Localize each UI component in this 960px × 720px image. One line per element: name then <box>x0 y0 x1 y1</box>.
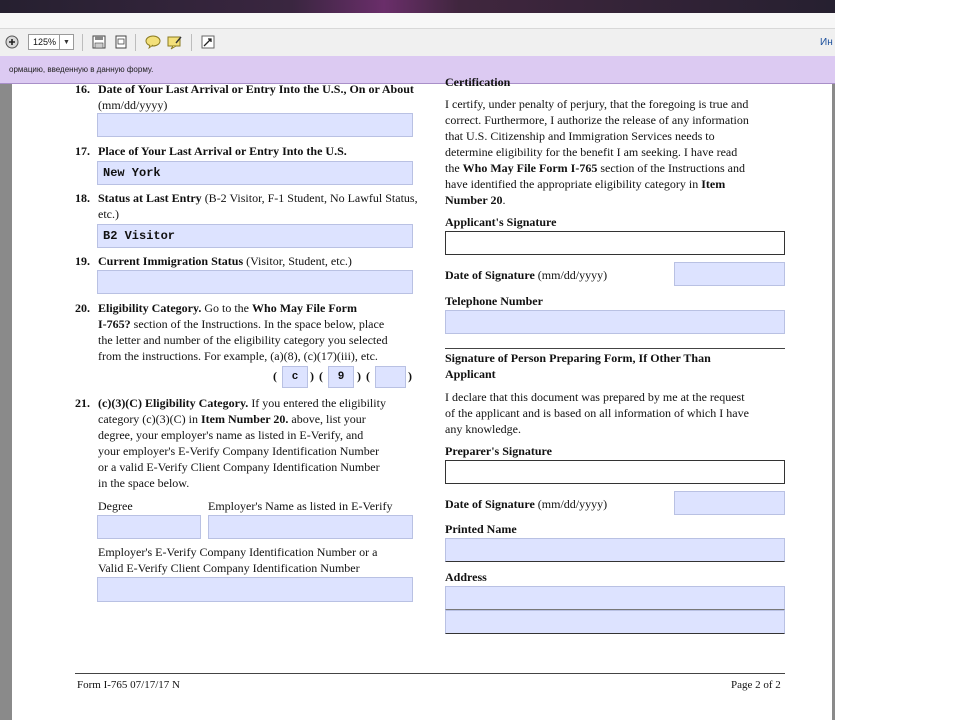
q21-line2-b: above, list your <box>288 412 366 426</box>
applicant-date-label <box>445 267 607 283</box>
eligibility-category-sub-field[interactable] <box>375 366 406 388</box>
address-label: Address <box>445 570 487 584</box>
item-number: 16. <box>75 82 90 96</box>
everify-label-line2: Valid E-Verify Client Company Identification Number <box>98 561 360 575</box>
q20-rest: Go to the <box>201 301 253 315</box>
chevron-down-icon: ▼ <box>59 35 73 49</box>
cert-line4: determine eligibility for the benefit I am seeking. I have read <box>445 145 738 159</box>
q21-line1 <box>98 395 386 411</box>
everify-id-field[interactable] <box>97 577 413 602</box>
item-number: 17. <box>75 144 90 158</box>
item-number: 19. <box>75 254 90 268</box>
form-footer-left: Form I-765 07/17/17 N <box>77 679 180 691</box>
q17-label-bold: Place of Your Last Arrival or Entry Into the U.S. <box>98 144 347 158</box>
q21-rest: If you entered the eligibility <box>248 396 386 410</box>
comment-button[interactable] <box>144 33 162 51</box>
cert-line5-b: section of the Instructions and <box>597 161 745 175</box>
toolbar-top-strip <box>0 13 835 28</box>
highlight-comment-icon <box>167 35 183 49</box>
q21-line6: in the space below. <box>98 476 190 490</box>
printed-name-label: Printed Name <box>445 522 517 536</box>
zoom-in-icon <box>5 35 19 49</box>
status-at-entry-field[interactable]: B2 Visitor <box>97 224 413 248</box>
preparer-signature-field[interactable] <box>445 460 785 484</box>
place-of-arrival-field[interactable]: New York <box>97 161 413 185</box>
q16-label-rest: (mm/dd/yyyy) <box>98 98 168 112</box>
q18-label-rest: (B-2 Visitor, F-1 Student, No Lawful Status, etc.) <box>98 191 418 221</box>
q20-line4: from the instructions. For example, (a)(8), (c)(17)(iii), etc. <box>98 349 378 363</box>
printed-name-field[interactable] <box>445 538 785 562</box>
cert-line5-bold: Who May File Form I-765 <box>462 161 598 175</box>
applicant-signature-date-field[interactable] <box>674 262 785 286</box>
q21-bold: (c)(3)(C) Eligibility Category. <box>98 396 249 410</box>
last-arrival-date-field[interactable] <box>97 113 413 137</box>
q20-line2-bold: I-765? <box>98 317 131 331</box>
item-number: 20. <box>75 301 90 315</box>
paren-open: ( <box>366 369 370 383</box>
q20-bold2: Who May File Form <box>252 301 357 315</box>
current-immigration-status-field[interactable] <box>97 270 413 294</box>
paren-open: ( <box>319 369 323 383</box>
q21-line3: degree, your employer's name as listed in E-Verify, and <box>98 428 364 442</box>
cert-line7 <box>445 192 505 208</box>
q20-line2-rest: section of the Instructions. In the space below, place <box>130 317 385 331</box>
info-bar-text: ормацию, введенную в данную форму. <box>9 65 154 74</box>
q18-label-bold: Status at Last Entry <box>98 191 202 205</box>
expand-icon <box>201 35 215 49</box>
applicant-date-label-bold: Date of Signature <box>445 268 535 282</box>
q20-line2 <box>98 316 384 332</box>
preparer-line3: any knowledge. <box>445 422 521 436</box>
form-info-bar <box>0 56 835 84</box>
paren-close: ) <box>357 369 361 383</box>
highlight-comment-button[interactable] <box>166 33 184 51</box>
cert-line7-b: . <box>502 193 506 207</box>
zoom-value: 125% <box>33 37 57 47</box>
address-line2-field[interactable] <box>445 610 785 634</box>
paren-open: ( <box>273 369 277 383</box>
q21-line2-a: category (c)(3)(C) in <box>98 412 201 426</box>
cert-line7-bold: Number 20 <box>445 193 503 207</box>
document-gutter-left <box>0 84 12 720</box>
page-number: Page 2 of 2 <box>731 679 781 691</box>
save-icon <box>92 35 106 49</box>
employer-name-field[interactable] <box>208 515 413 539</box>
zoom-in-button[interactable] <box>3 33 21 51</box>
pdf-page <box>12 75 832 720</box>
q19-label-rest: (Visitor, Student, etc.) <box>243 254 352 268</box>
applicant-date-label-rest: (mm/dd/yyyy) <box>534 268 608 282</box>
certification-heading: Certification <box>445 75 511 89</box>
q20-line3: the letter and number of the eligibility category you selected <box>98 333 388 347</box>
section-divider <box>445 348 785 349</box>
q20-line1 <box>98 300 357 316</box>
expand-button[interactable] <box>199 33 217 51</box>
window-top-strip <box>0 0 835 13</box>
preparer-heading-line1: Signature of Person Preparing Form, If Other Than <box>445 351 711 365</box>
preparer-line2: of the applicant and is based on all information of which I have <box>445 406 749 420</box>
cert-line6-bold: Item <box>701 177 726 191</box>
q17-label <box>98 143 418 159</box>
q21-line2 <box>98 411 366 427</box>
q18-label <box>98 190 418 222</box>
preparer-signature-label: Preparer's Signature <box>445 444 552 458</box>
address-line1-field[interactable] <box>445 586 785 610</box>
cert-line5 <box>445 160 745 176</box>
toolbar-divider <box>82 34 83 51</box>
toolbar-divider <box>191 34 192 51</box>
item-number: 18. <box>75 191 90 205</box>
employer-name-label: Employer's Name as listed in E-Verify <box>208 499 393 513</box>
telephone-label: Telephone Number <box>445 294 543 308</box>
cert-line6-a: have identified the appropriate eligibility category in <box>445 177 702 191</box>
comment-icon <box>145 35 161 49</box>
document-gutter-right <box>832 84 835 720</box>
eligibility-category-letter-field[interactable]: c <box>282 366 308 388</box>
q16-label <box>98 81 418 113</box>
applicant-signature-label: Applicant's Signature <box>445 215 557 229</box>
applicant-signature-field[interactable] <box>445 231 785 255</box>
save-button[interactable] <box>90 33 108 51</box>
cert-line5-a: the <box>445 161 463 175</box>
q21-line4: your employer's E-Verify Company Identification Number <box>98 444 380 458</box>
eligibility-category-number-field[interactable]: 9 <box>328 366 354 388</box>
preparer-date-label <box>445 496 607 512</box>
cert-line2: correct. Furthermore, I authorize the release of any information <box>445 113 749 127</box>
toolbar <box>0 28 835 57</box>
q19-label-bold: Current Immigration Status <box>98 254 244 268</box>
degree-label: Degree <box>98 499 133 513</box>
preparer-heading-line2: Applicant <box>445 367 496 381</box>
toolbar-divider <box>135 34 136 51</box>
q19-label <box>98 253 418 269</box>
preparer-line1: I declare that this document was prepared by me at the request <box>445 390 745 404</box>
q20-bold: Eligibility Category. <box>98 301 202 315</box>
preparer-date-label-bold: Date of Signature <box>445 497 535 511</box>
footer-rule <box>75 673 785 674</box>
item-number: 21. <box>75 396 90 410</box>
paren-close: ) <box>310 369 314 383</box>
cert-line6 <box>445 176 725 192</box>
paren-close: ) <box>408 369 412 383</box>
zoom-select[interactable] <box>28 34 74 50</box>
page-icon <box>114 35 128 49</box>
cert-line3: that U.S. Citizenship and Immigration Services needs to <box>445 129 715 143</box>
everify-label-line1: Employer's E-Verify Company Identification Number or a <box>98 545 378 559</box>
preparer-date-label-rest: (mm/dd/yyyy) <box>534 497 608 511</box>
cert-line1: I certify, under penalty of perjury, that the foregoing is true and <box>445 97 749 111</box>
telephone-field[interactable] <box>445 310 785 334</box>
q16-label-bold: Date of Your Last Arrival or Entry Into the U.S., On or About <box>98 82 414 96</box>
q21-line5: or a valid E-Verify Client Company Identification Number <box>98 460 380 474</box>
degree-field[interactable] <box>97 515 201 539</box>
preparer-signature-date-field[interactable] <box>674 491 785 515</box>
toolbar-right-link[interactable]: Ин <box>820 37 833 48</box>
q21-line2-bold: Item Number 20. <box>200 412 289 426</box>
page-button[interactable] <box>112 33 130 51</box>
